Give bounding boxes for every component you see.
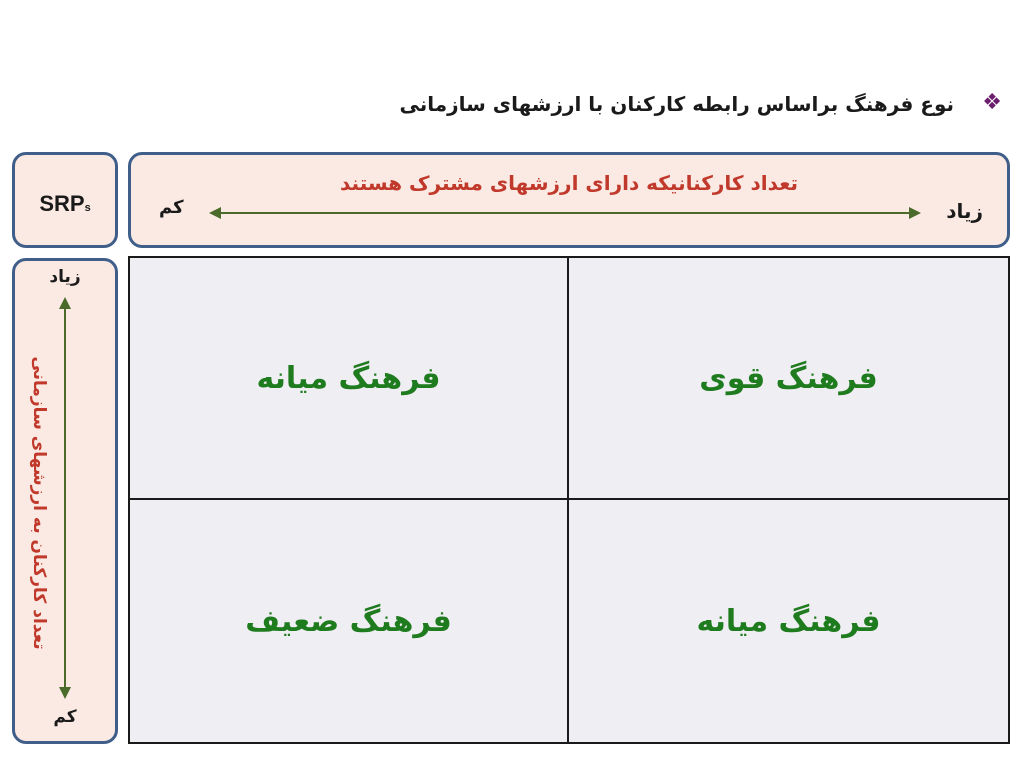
slide-title: نوع فرهنگ براساس رابطه کارکنان با ارزشهای سازمانی bbox=[399, 92, 954, 116]
cell-top-left-label: فرهنگ میانه bbox=[256, 360, 441, 396]
srps-label-main: SRP bbox=[39, 191, 85, 216]
top-axis-less-label: کم bbox=[159, 197, 184, 218]
culture-matrix bbox=[128, 256, 1010, 744]
cell-bottom-right bbox=[569, 500, 1008, 742]
cell-top-right bbox=[569, 258, 1008, 500]
top-axis-box bbox=[128, 152, 1010, 248]
left-axis-less-label: کم bbox=[53, 707, 77, 727]
cell-bottom-left-label: فرهنگ ضعیف bbox=[245, 603, 452, 639]
double-arrow-vertical-icon bbox=[57, 297, 73, 699]
diamond-bullet-icon: ❖ bbox=[982, 90, 1002, 115]
top-axis-title: تعداد کارکنانیکه دارای ارزشهای مشترک هستند bbox=[339, 171, 798, 195]
cell-bottom-right-label: فرهنگ میانه bbox=[696, 603, 881, 639]
top-axis-more-label: زیاد bbox=[946, 199, 983, 223]
srps-label bbox=[15, 191, 115, 217]
left-axis-title: تعداد کارکنان به ارزشهای سازمانی bbox=[29, 356, 49, 650]
cell-bottom-left bbox=[130, 500, 569, 742]
left-axis-box bbox=[12, 258, 118, 744]
cell-top-left bbox=[130, 258, 569, 500]
left-axis-more-label: زیاد bbox=[49, 267, 81, 287]
corner-label-box bbox=[12, 152, 118, 248]
cell-top-right-label: فرهنگ قوی bbox=[699, 360, 878, 396]
srps-label-subscript: s bbox=[84, 202, 91, 214]
double-arrow-horizontal-icon bbox=[209, 203, 921, 223]
